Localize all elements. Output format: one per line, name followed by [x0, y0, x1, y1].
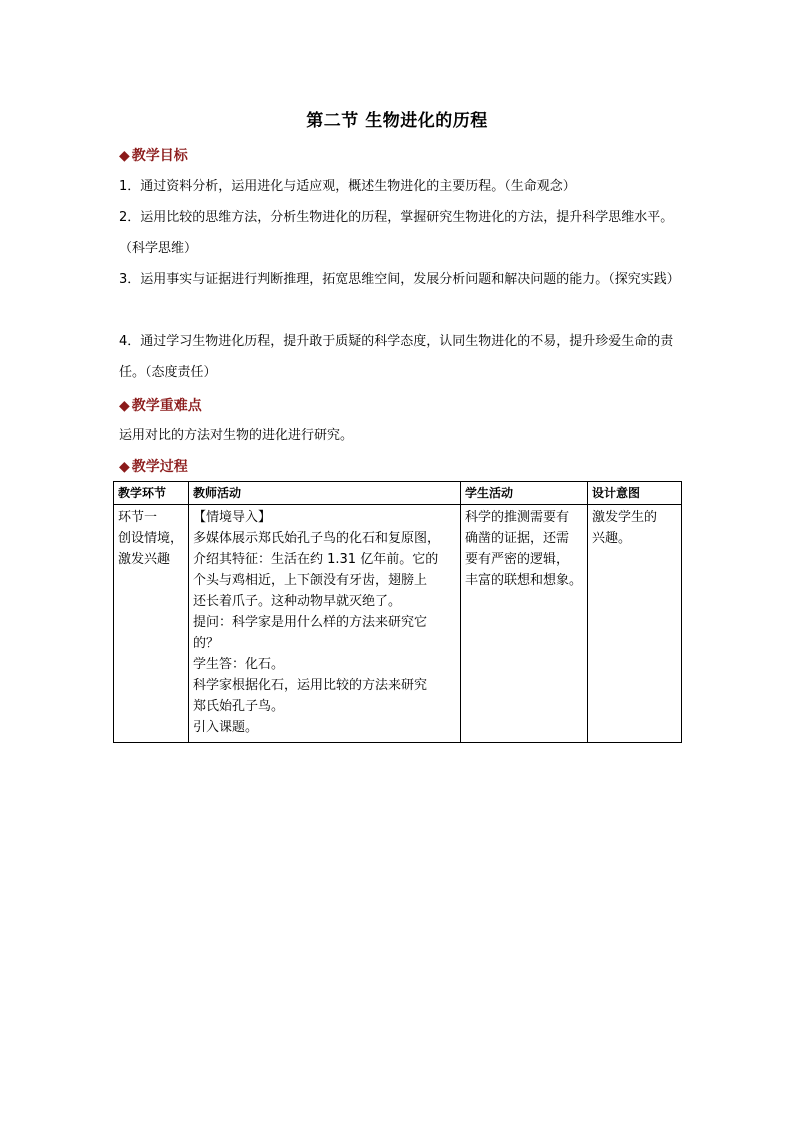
objective-2: 2．运用比较的思维方法，分析生物进化的历程，掌握研究生物进化的方法，提升科学思维水平。（科学思维） [119, 210, 674, 256]
diamond-icon: ◆ [119, 398, 130, 414]
teacher-line: 多媒体展示郑氏始孔子鸟的化石和复原图， [193, 531, 441, 546]
key-points-heading [119, 395, 202, 415]
process-heading-text: 教学过程 [131, 459, 188, 475]
student-cell [461, 505, 588, 743]
header-teacher: 教师活动 [189, 482, 461, 505]
stage-line: 激发兴趣 [118, 552, 171, 567]
intent-line: 激发学生的 [592, 510, 658, 525]
key-points-heading-text: 教学重难点 [131, 398, 202, 414]
header-stage: 教学环节 [114, 482, 189, 505]
key-points-text: 运用对比的方法对生物的进化进行研究。 [119, 428, 354, 443]
student-line: 确凿的证据，还需 [465, 531, 570, 546]
teacher-line: 科学家根据化石，运用比较的方法来研究 [193, 678, 428, 693]
teacher-line: 郑氏始孔子鸟。 [193, 699, 285, 714]
table-header-row [114, 482, 682, 505]
teacher-line: 介绍其特征：生活在约 1.31 亿年前。它的 [193, 552, 439, 567]
teacher-line: 个头与鸡相近，上下颌没有牙齿，翅膀上 [193, 573, 428, 588]
teacher-line: 引入课题。 [193, 720, 259, 735]
header-intent: 设计意图 [588, 482, 682, 505]
teacher-line: 【情境导入】 [193, 510, 272, 525]
student-line: 要有严密的逻辑， [465, 552, 570, 567]
intent-line: 兴趣。 [592, 531, 632, 546]
page-title: 第二节 生物进化的历程 [306, 111, 488, 131]
objectives-heading [119, 145, 188, 165]
student-line: 科学的推测需要有 [465, 510, 570, 525]
table-row [114, 505, 682, 743]
teacher-line: 提问：科学家是用什么样的方法来研究它 [193, 615, 428, 630]
teacher-line: 学生答：化石。 [193, 657, 285, 672]
teacher-cell [189, 505, 461, 743]
header-student: 学生活动 [461, 482, 588, 505]
objective-3: 3．运用事实与证据进行判断推理，拓宽思维空间，发展分析问题和解决问题的能力。（探究实践） [119, 272, 680, 287]
lesson-table [113, 481, 682, 743]
diamond-icon: ◆ [119, 148, 130, 164]
intent-cell [588, 505, 682, 743]
teacher-line: 还长着爪子。这种动物早就灭绝了。 [193, 594, 402, 609]
stage-line: 创设情境， [118, 531, 184, 546]
objective-4: 4．通过学习生物进化历程，提升敢于质疑的科学态度，认同生物进化的不易，提升珍爱生命的责任。（态度责任） [119, 334, 674, 380]
objective-1: 1．通过资料分析，运用进化与适应观，概述生物进化的主要历程。（生命观念） [119, 179, 576, 194]
teacher-line: 的？ [193, 636, 220, 651]
stage-cell [114, 505, 189, 743]
process-heading [119, 456, 188, 476]
diamond-icon: ◆ [119, 459, 130, 475]
student-line: 丰富的联想和想象。 [465, 573, 583, 588]
stage-line: 环节一 [118, 510, 158, 525]
objectives-heading-text: 教学目标 [131, 148, 188, 164]
